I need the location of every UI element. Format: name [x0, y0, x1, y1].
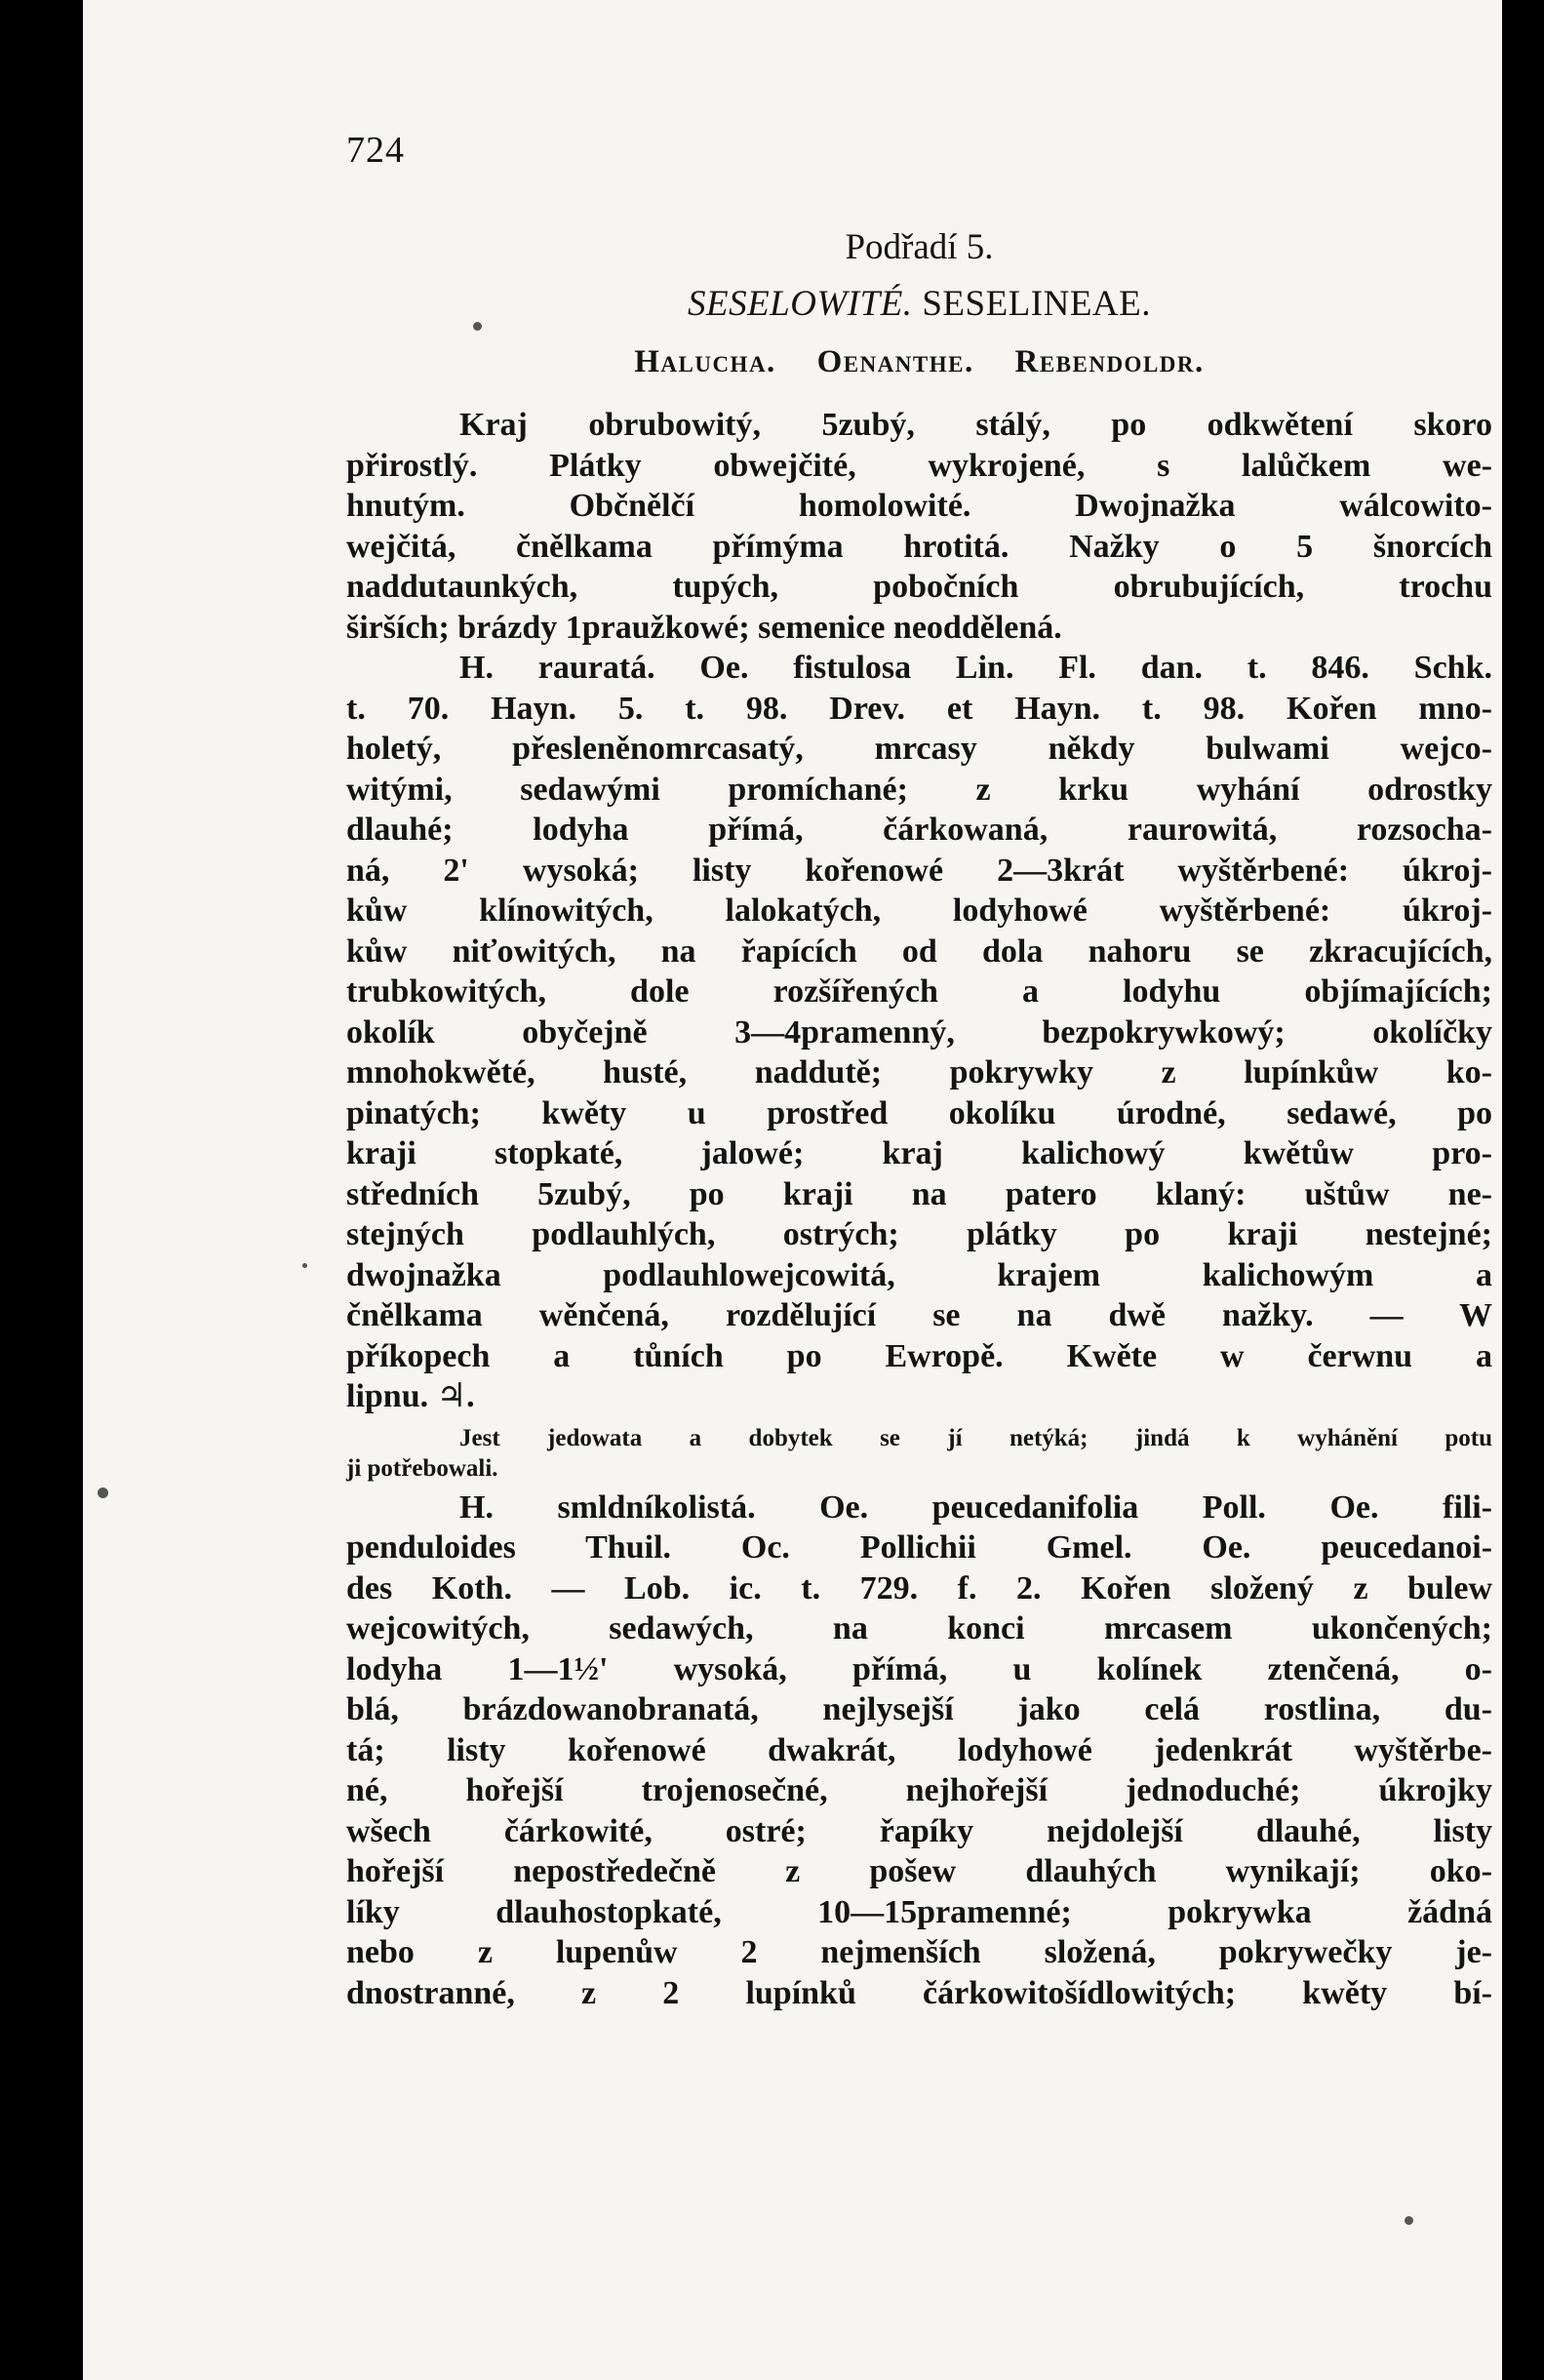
ink-speck [1405, 2216, 1413, 2225]
section-heading [346, 281, 1492, 328]
text-line: wejcowitých, sedawých, na konci mrcasem ukončených; [346, 1610, 1492, 1647]
note-line: ji potřebowali. [346, 1454, 498, 1482]
text-line: Kraj obrubowitý, 5zubý, stálý, po odkwětení skoro [459, 407, 1492, 444]
page-number: 724 [346, 130, 405, 171]
section-title-latin: SESELINEAE. [922, 284, 1151, 325]
text-line: blá, brázdowanobranatá, nejlysejší jako celá rostlina, du- [346, 1691, 1492, 1728]
text-line: pinatých; kwěty u prostřed okolíku úrodné, sedawé, po [346, 1094, 1492, 1131]
text-line: naddutaunkých, tupých, pobočních obrubujících, trochu [346, 569, 1492, 606]
genus-name-czech: Halucha. [634, 344, 776, 380]
text-line: lodyha 1—1½' wysoká, přímá, u kolínek ztenčená, o- [346, 1650, 1492, 1687]
text-line: hořejší nepostředečně z pošew dlauhých wynikají; oko- [346, 1853, 1492, 1890]
text-line: penduloides Thuil. Oc. Pollichii Gmel. Oe. peucedanoi- [346, 1529, 1492, 1567]
species-entry-smldnikolista [346, 1488, 1492, 2014]
genus-name-latin: Oenanthe. [816, 344, 974, 380]
genus-description [346, 405, 1492, 648]
page-content [346, 127, 1492, 2013]
subdivision-heading: Podřadí 5. [845, 227, 994, 267]
usage-note [346, 1423, 1492, 1484]
text-line: H. smldníkolistá. Oe. peucedanifolia Poll. Oe. fili- [459, 1488, 1492, 1526]
text-line: dnostranné, z 2 lupínků čárkowitošídlowitých; kwěty bí- [346, 1974, 1492, 2011]
text-line: kůw niťowitých, na řapících od dola nahoru se zkracujících, [346, 932, 1492, 970]
text-line: t. 70. Hayn. 5. t. 98. Drev. et Hayn. t. 98. Kořen mno- [346, 690, 1492, 727]
text-line: přirostlý. Plátky obwejčité, wykrojené, s lalůčkem we- [346, 447, 1492, 484]
text-line: středních 5zubý, po kraji na patero klaný: uštůw ne- [346, 1175, 1492, 1212]
text-line: ná, 2' wysoká; listy kořenowé 2—3krát wyštěrbené: úkroj- [346, 852, 1492, 889]
text-line: nebo z lupenůw 2 nejmenších složená, pokrywečky je- [346, 1934, 1492, 1971]
genus-name-german: Rebendoldr. [1014, 344, 1205, 380]
text-line: líky dlauhostopkaté, 10—15pramenné; pokrywka žádná [346, 1893, 1492, 1930]
text-line: širších; brázdy 1praužkowé; semenice neoddělená. [346, 609, 1062, 646]
text-line: okolík obyčejně 3—4pramenný, bezpokrywkowý; okolíčky [346, 1013, 1492, 1051]
book-page [83, 0, 1502, 2380]
text-line: dwojnažka podlauhlowejcowitá, krajem kalichowým a [346, 1256, 1492, 1293]
species-entry-raurata [346, 648, 1492, 1417]
text-line: mnohokwěté, husté, naddutě; pokrywky z lupínkůw ko- [346, 1054, 1492, 1091]
text-line: lipnu. ♃. [346, 1378, 475, 1415]
text-line: holetý, přesleněnomrcasatý, mrcasy někdy bulwami wejco- [346, 731, 1492, 768]
section-title-czech: SESELOWITÉ. [687, 284, 913, 325]
ink-speck [302, 1263, 307, 1268]
text-line: wejčitá, čnělkama přímýma hrotitá. Nažky o 5 šnorcích [346, 528, 1492, 565]
text-line: né, hořejší trojenosečné, nejhořejší jednoduché; úkrojky [346, 1772, 1492, 1809]
text-line: stejných podlauhlých, ostrých; plátky po kraji nestejné; [346, 1216, 1492, 1253]
genus-names [346, 341, 1492, 383]
text-line: hnutým. Občnělčí homolowité. Dwojnažka wálcowito- [346, 488, 1492, 525]
text-line: trubkowitých, dole rozšířených a lodyhu objímajících; [346, 973, 1492, 1011]
text-line: witými, sedawými promíchané; z krku wyhání odrostky [346, 771, 1492, 808]
text-line: dlauhé; lodyha přímá, čárkowaná, raurowitá, rozsocha- [346, 812, 1492, 849]
text-line: wšech čárkowité, ostré; řapíky nejdolejší dlauhé, listy [346, 1812, 1492, 1849]
text-line: kraji stopkaté, jalowé; kraj kalichowý kwětůw pro- [346, 1135, 1492, 1172]
text-line: kůw klínowitých, lalokatých, lodyhowé wyštěrbené: úkroj- [346, 892, 1492, 930]
ink-speck [98, 1488, 108, 1498]
text-line: des Koth. — Lob. ic. t. 729. f. 2. Kořen složený z bulew [346, 1569, 1492, 1606]
text-line: příkopech a tůních po Ewropě. Kwěte w čerwnu a [346, 1337, 1492, 1374]
text-line: čnělkama wěnčená, rozdělující se na dwě nažky. — W [346, 1297, 1492, 1334]
text-line: tá; listy kořenowé dwakrát, lodyhowé jedenkrát wyštěrbe- [346, 1731, 1492, 1768]
note-line: Jest jedowata a dobytek se jí netýká; jindá k wyhánění potu [459, 1424, 1492, 1451]
text-line: H. rauratá. Oe. fistulosa Lin. Fl. dan. t. 846. Schk. [459, 650, 1492, 687]
